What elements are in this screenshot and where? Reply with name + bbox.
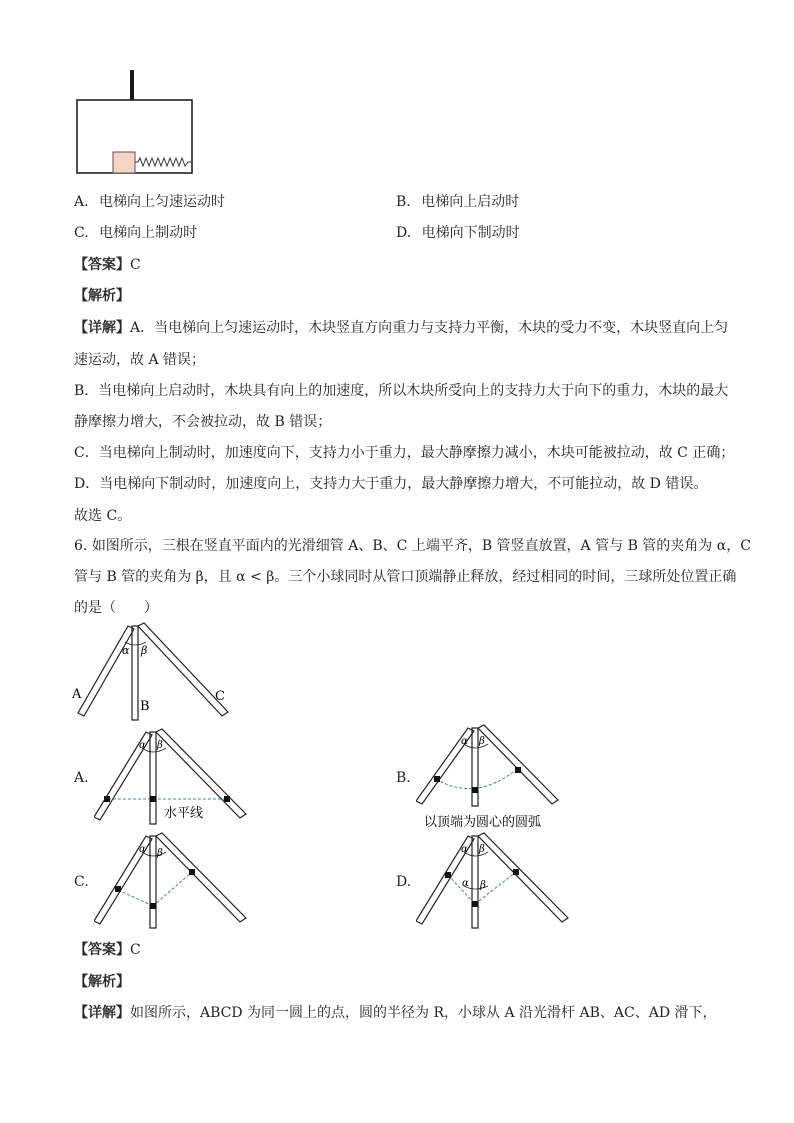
q6-option-b-figure [416, 724, 576, 834]
q5-option-d [396, 223, 520, 243]
q6-option-c-figure [94, 832, 254, 932]
label-alpha: α [122, 644, 130, 657]
label-beta: β [141, 644, 148, 657]
q5-detail-b-line2: 静摩擦力增大，不会被拉动，故 B 错误； [74, 414, 332, 430]
q5-detail-b-line1: B．当电梯向上启动时，木块具有向上的加速度，所以木块所受向上的支持力大于向下的重力，木块的最大 [74, 383, 729, 399]
q6-option-d-figure [416, 832, 576, 932]
q5-detail-tag: 【详解】 [74, 320, 130, 336]
q5-option-b [396, 192, 519, 212]
q6-detail-text: 如图所示，ABCD 为同一圆上的点，圆的半径为 R，小球从 A 沿光滑杆 AB、AC、AD 滑下， [130, 1005, 717, 1021]
q5-answer-value: C [130, 257, 141, 273]
q5-answer-tag: 【答案】 [74, 257, 130, 273]
q6-detail-tag: 【详解】 [74, 1005, 130, 1021]
q6-analysis-tag: 【解析】 [74, 974, 130, 990]
q6-answer [74, 940, 141, 960]
q6-number: 6. [74, 538, 88, 554]
svg-text:α: α [461, 736, 468, 747]
q5-option-a-text: 电梯向上匀速运动时 [99, 194, 226, 210]
svg-text:β: β [479, 844, 485, 855]
q6-option-a-letter: A. [74, 770, 89, 786]
label-b: B [140, 699, 150, 714]
q5-option-b-text: 电梯向上启动时 [421, 194, 520, 210]
q6-stem-line3: 的是（ ） [74, 600, 158, 616]
q5-conclusion: 故选 C。 [74, 508, 132, 524]
q6-option-b-caption: 以顶端为圆心的圆弧 [424, 815, 542, 830]
q5-option-a [74, 192, 225, 212]
q6-option-a-figure [94, 728, 254, 828]
svg-text:β: β [479, 736, 485, 747]
svg-text:β: β [480, 880, 486, 891]
q5-detail-a-text1: A．当电梯向上匀速运动时，木块竖直方向重力与支持力平衡，木块的受力不变，木块竖直向上匀 [130, 320, 729, 336]
q5-option-c-text: 电梯向上制动时 [99, 225, 198, 241]
q5-detail-c: C．当电梯向上制动时，加速度向下，支持力小于重力，最大静摩擦力减小，木块可能被拉动，故 C 正确； [74, 445, 735, 461]
q6-option-c-letter: C. [74, 874, 89, 890]
q6-answer-tag: 【答案】 [74, 942, 130, 958]
q6-main-figure [68, 620, 238, 724]
spring [135, 158, 192, 166]
elevator-figure [70, 66, 200, 178]
q5-option-a-letter: A. [74, 194, 89, 210]
svg-text:α: α [139, 844, 146, 855]
q6-stem-line2: 管与 B 管的夹角为 β，且 α < β。三个小球同时从管口顶端静止释放，经过相同的时间，三球所处位置正确 [74, 569, 737, 585]
label-c: C [215, 689, 225, 704]
q5-option-b-letter: B. [396, 194, 411, 210]
q5-detail-a-line1 [74, 318, 728, 338]
q5-analysis-tag: 【解析】 [74, 288, 130, 304]
q5-option-c-letter: C. [74, 225, 89, 241]
svg-text:α: α [139, 740, 146, 751]
q6-detail-line [74, 1003, 717, 1023]
tube-b [132, 626, 138, 720]
svg-text:β: β [157, 740, 163, 751]
wooden-block [113, 152, 135, 173]
q6-answer-value: C [130, 942, 141, 958]
svg-text:α: α [461, 844, 468, 855]
elevator-rope [130, 70, 134, 100]
q6-option-d-letter: D. [396, 874, 412, 890]
tube-a [78, 626, 134, 716]
q6-stem-text1: 如图所示，三根在竖直平面内的光滑细管 A、B、C 上端平齐，B 管竖直放置，A 管与 B 管的夹角为 α，C [91, 538, 751, 554]
svg-text:α: α [462, 878, 469, 889]
svg-text:β: β [157, 848, 163, 859]
q6-option-b-letter: B. [396, 770, 411, 786]
q5-detail-a-line2: 速运动，故 A 错误； [74, 352, 206, 368]
label-a: A [72, 687, 82, 702]
q5-detail-d: D．当电梯向下制动时，加速度向上，支持力大于重力，最大静摩擦力增大，不可能拉动，故 D 错误。 [74, 476, 708, 492]
q5-answer [74, 255, 141, 275]
q5-option-d-letter: D. [396, 225, 412, 241]
q6-option-a-caption: 水平线 [164, 806, 204, 821]
q5-option-c [74, 223, 197, 243]
q6-stem-line1 [74, 536, 751, 556]
q5-option-d-text: 电梯向下制动时 [421, 225, 520, 241]
